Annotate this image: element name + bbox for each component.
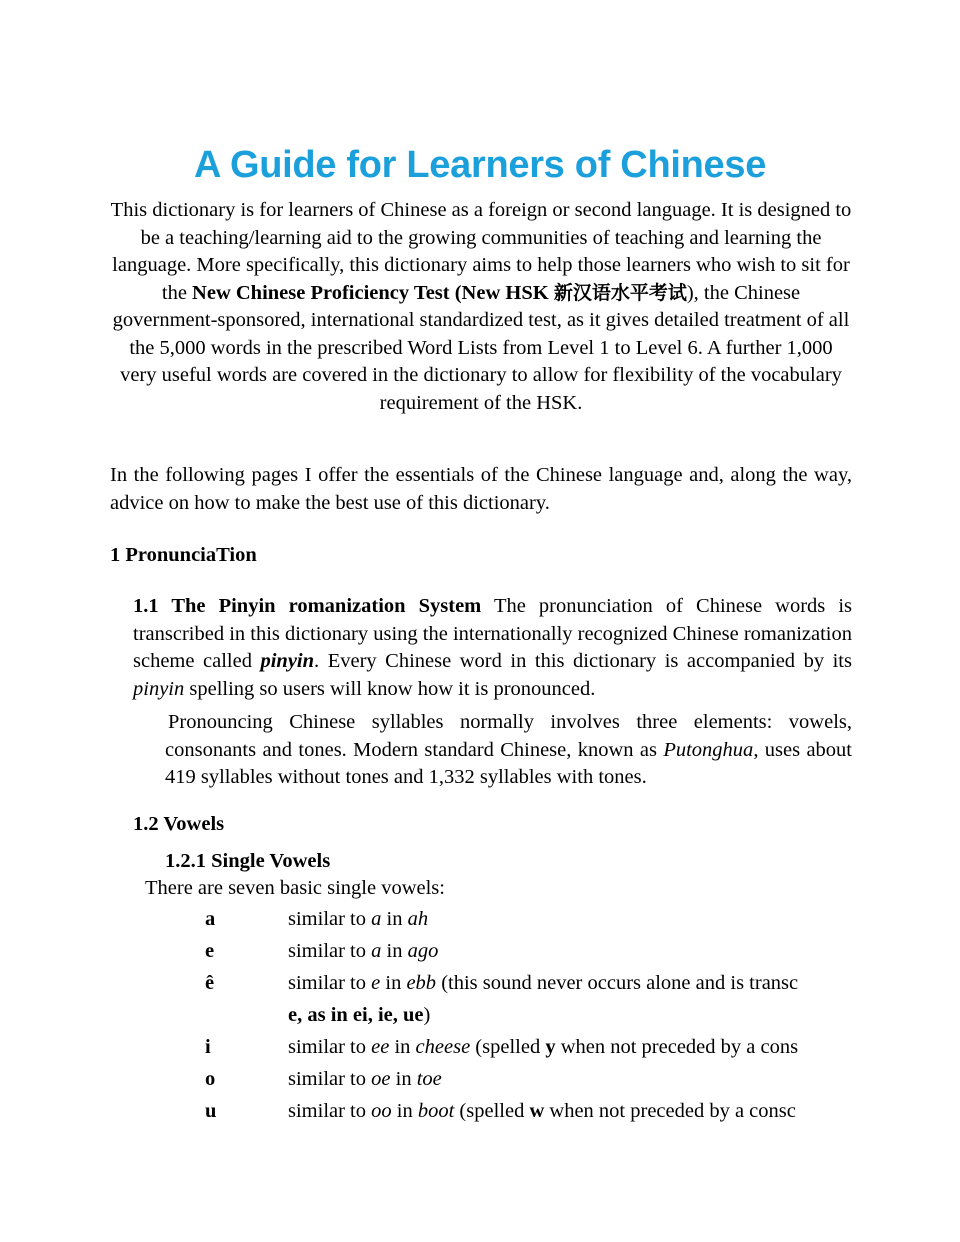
- pronouncing-text-a: Pronouncing Chinese syllables normally involves three elements: vowels, consonants and tones. Modern standard Chinese, known as: [165, 711, 852, 761]
- single-vowels-list: [205, 903, 950, 1127]
- intro-cjk-term: 新汉语水平考试: [553, 281, 687, 304]
- vowel-desc-tail: when not preceded by a cons: [555, 1036, 799, 1058]
- vowel-description: [288, 1063, 950, 1095]
- vowel-desc-mid: in: [381, 940, 408, 962]
- vowel-symbol: ê: [205, 972, 215, 994]
- vowel-desc-prefix: similar to: [288, 1068, 372, 1090]
- vowel-symbol: i: [205, 1036, 211, 1058]
- list-item: [205, 1063, 950, 1095]
- intro-text-part1: This dictionary is for learners of Chinese as a foreign or second language. It is designed to be a teaching/learning aid to the growing communities of teaching and learning the language. More specifically, this dictionary aims to help those learners who wish to sit for the: [110, 199, 852, 304]
- vowel-desc-prefix: similar to: [288, 940, 372, 962]
- vowel-symbol: a: [205, 908, 216, 930]
- vowel-desc-italic-2: boot: [417, 1100, 455, 1122]
- vowel-desc-prefix: similar to: [288, 972, 372, 994]
- vowel-description: [288, 935, 950, 967]
- heading-section-1: 1 PronunciaTion: [110, 544, 257, 566]
- single-vowels-intro-line: There are seven basic single vowels:: [145, 877, 445, 899]
- vowel-desc-prefix: similar to: [288, 1036, 372, 1058]
- vowel-desc-suffix: (spelled: [470, 1036, 546, 1058]
- vowel-description: [288, 1095, 950, 1127]
- pronouncing-text-b: , uses about 419 syllables without tones and 1,332 syllables with tones.: [165, 738, 852, 788]
- vowel-description: [288, 903, 950, 935]
- vowel-desc-bold: w: [529, 1100, 545, 1122]
- vowel-symbol: u: [205, 1100, 217, 1122]
- vowel-desc-bold: y: [545, 1036, 556, 1058]
- vowel-description-continuation: [288, 999, 950, 1031]
- intro-text-part2: ), the Chinese government-sponsored, international standardized test, as it gives detailed treatment of all the 5,000 words in the prescribed Word Lists from Level 1 to Level 6. A further 1,000 very useful words are covered in the dictionary to allow for flexibility of the vocabulary requirement of the HSK.: [112, 281, 850, 414]
- vowel-desc-mid: in: [390, 1068, 417, 1090]
- vowel-desc-italic-2: toe: [416, 1068, 442, 1090]
- subsection-1-1-paragraph: [133, 593, 852, 703]
- list-item: [205, 967, 950, 1031]
- vowel-desc-italic-1: a: [371, 940, 382, 962]
- vowel-desc-mid: in: [381, 908, 408, 930]
- list-item: [205, 1031, 950, 1063]
- vowel-desc-italic-2: ebb: [406, 972, 437, 994]
- vowel-desc-prefix: similar to: [288, 1100, 372, 1122]
- vowel-description: [288, 1031, 950, 1063]
- vowel-symbol: e: [205, 940, 215, 962]
- vowel-desc-prefix: similar to: [288, 908, 372, 930]
- list-item: [205, 935, 950, 967]
- vowel-cont-bold: e, as in ei, ie, ue: [288, 1004, 424, 1026]
- vowel-desc-italic-2: ah: [407, 908, 429, 930]
- vowel-description: [288, 967, 950, 999]
- subsection-1-1-text-a: The pronunciation of Chinese words is transcribed in this dictionary using the internationally recognized Chinese romanization scheme called: [133, 595, 853, 672]
- vowel-desc-italic-1: e: [371, 972, 381, 994]
- intro-paragraph: [110, 197, 852, 417]
- vowel-desc-mid: in: [380, 972, 407, 994]
- vowel-symbol: o: [205, 1068, 216, 1090]
- vowel-desc-suffix: (spelled: [454, 1100, 530, 1122]
- heading-subsection-1-2-1: 1.2.1 Single Vowels: [165, 850, 331, 872]
- vowel-desc-mid: in: [391, 1100, 418, 1122]
- subsection-1-1-text-b: . Every Chinese word in this dictionary is accompanied by its: [314, 650, 852, 672]
- vowel-desc-italic-1: ee: [371, 1036, 390, 1058]
- vowel-desc-italic-1: oo: [371, 1100, 392, 1122]
- vowel-desc-tail: when not preceded by a consc: [544, 1100, 796, 1122]
- list-item: [205, 903, 950, 935]
- subsection-1-1-italic-b: pinyin: [133, 677, 185, 700]
- pronouncing-paragraph: [165, 709, 852, 792]
- vowel-desc-mid: in: [389, 1036, 416, 1058]
- vowel-desc-italic-2: ago: [407, 940, 439, 962]
- pronouncing-italic-putonghua: Putonghua: [663, 738, 754, 761]
- vowel-desc-italic-1: oe: [371, 1068, 391, 1090]
- subsection-1-1-italic-a: pinyin: [260, 650, 315, 672]
- heading-subsection-1-2: 1.2 Vowels: [133, 813, 225, 835]
- list-item: [205, 1095, 950, 1127]
- lead-paragraph: In the following pages I offer the essentials of the Chinese language and, along the way, advice on how to make the best use of this dictionary.: [110, 464, 852, 514]
- page-title: A Guide for Learners of Chinese: [193, 144, 767, 186]
- vowel-desc-suffix: (this sound never occurs alone and is transc: [436, 972, 799, 994]
- heading-subsection-1-1: 1.1 The Pinyin romanization System: [133, 595, 482, 617]
- vowel-desc-italic-2: cheese: [415, 1036, 471, 1058]
- vowel-cont-paren: ): [423, 1004, 431, 1026]
- intro-bold-term: New Chinese Proficiency Test (New HSK: [192, 281, 554, 304]
- subsection-1-1-text-c: spelling so users will know how it is pronounced.: [184, 677, 596, 700]
- vowel-desc-italic-1: a: [371, 908, 382, 930]
